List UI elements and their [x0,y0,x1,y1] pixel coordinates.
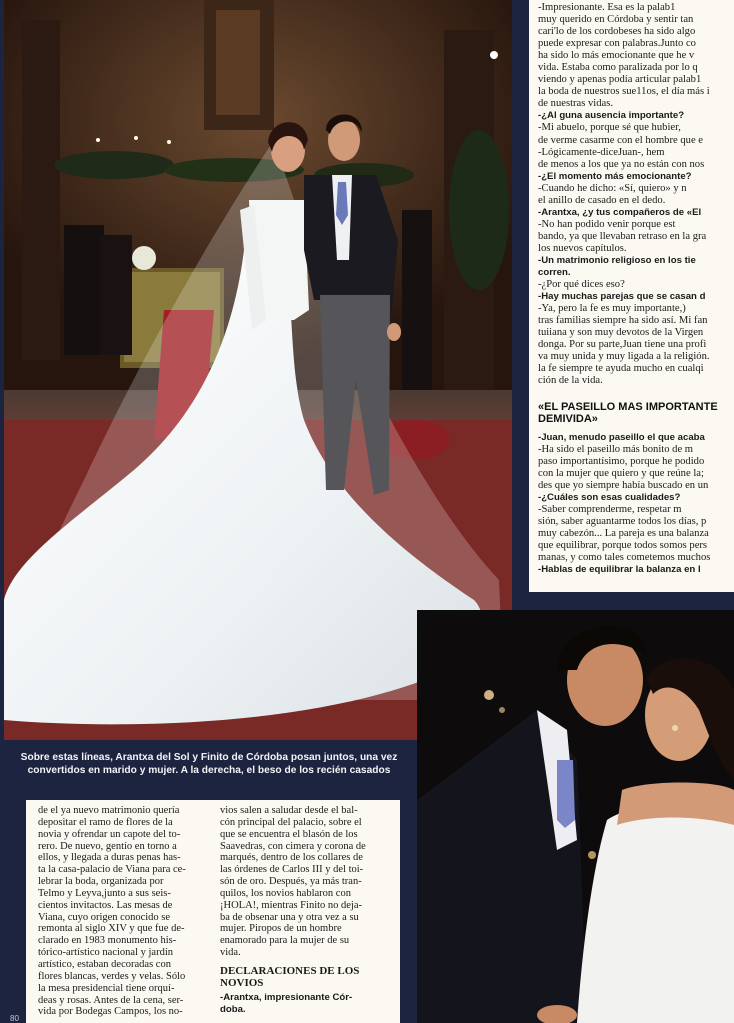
article-line: las órdenes de Carlos III y del toi- [220,864,364,876]
text-line: cari'lo de los cordobeses ha sido algo [538,26,696,38]
text-line: viendo y apenas podía articular palab1 [538,74,702,86]
question-moment: -¿El momento más emocionante? [538,170,692,182]
question-qualities: -¿Cuáles son esas cualidades? [538,491,681,503]
answer-block-7 [538,444,734,492]
text-line: muy cabezón... La pareja es una balanza [538,527,709,539]
article-line: ellos, y llegada a duras penas has- [38,852,181,864]
article-line: clarado en 1983 monumento his- [38,935,177,947]
article-line: depositar el ramo de flores de la [38,816,173,828]
text-line: -Mi abuelo, porque sé que hubier, [538,122,681,134]
article-question-cont: doba. [220,1003,246,1015]
article-line: són de oro. Después, ya más tran- [220,876,362,888]
article-line: deas y rosas. Antes de la cena, ser- [38,994,184,1006]
question-absence: -¿Al guna ausencia importante? [538,110,685,122]
text-line: ha sido lo más emocionante que he v [538,50,695,62]
text-line: des que yo siempre había buscado en un [538,479,709,491]
text-line: muy querido en Córdoba y sentir tan [538,14,694,26]
article-line: Telmo y Leyva,junto a sus seis- [38,887,171,899]
text-line: donga. Por su parte,Juan tiene una profi [538,339,707,351]
answer-block-3 [538,183,734,207]
article-line: ¡HOLA!, mientras Finito no deja- [220,899,363,911]
text-line: puede expresar con palabras.Junto co [538,38,696,50]
article-line: artístico, estaban decoradas con [38,958,171,970]
article-line: flores blancas, verdes y velas. Sólo [38,970,186,982]
question-balance: -Hablas de equilibrar la balanza en l [538,564,701,576]
text-line: de verme casarme con el hombre que e [538,134,704,146]
article-line: lebrar la boda, organizada por [38,876,164,888]
article-line: cientos invitactos. Las mesas de [38,899,173,911]
text-line: -Ya, pero la fe es muy importante,) [538,303,686,315]
article-line: quilos, los novios hablaron con [220,887,351,899]
article-line: Saavedras, con cimera y corona de [220,840,366,852]
article-line: ta la casa-palacio de Viana para ce- [38,864,186,876]
text-line: la boda de nuestros sue11os, el día más i [538,86,710,98]
text-line: vida. Estaba como paralizada por lo q [538,62,698,74]
article-line: rero. De nuevo, gentío en torno a [38,840,177,852]
answer-block-8 [538,504,734,564]
text-line: -¿Por qué dices eso? [538,279,625,291]
article-line: de el ya nuevo matrimonio quería [38,805,180,816]
text-line: bando, ya que llevaban retraso en la gra [538,230,707,242]
interview-column [529,0,734,592]
answer-block-6 [538,303,734,387]
article-line: vios salen a saludar desde el bal- [220,805,358,816]
question-religious: -Un matrimonio religioso en los tie [538,254,696,266]
text-line: paso importantísimo, porque he podido [538,455,705,467]
question-paseillo: -Juan, menudo paseillo el que acaba [538,431,705,443]
question-colleagues: -Arantxa, ¿y tus compañeros de «El [538,206,702,218]
text-line: tuiiana y son muy devotos de la Virgen [538,327,704,339]
photo-caption: Sobre estas líneas, Arantxa del Sol y Finito de Córdoba posan juntos, una vez convertidos en marido y mujer. A la derecha, el beso de los recién casados [4,745,414,797]
text-line: con la mujer que quiero y que reúne la; [538,467,704,479]
article-line: que se encuentra el blasón de los [220,828,358,840]
section-heading: «EL PASEILLO MAS IMPORTANTE DEMIVIDA» [538,400,718,425]
article-line: mujer. Piropos de un hombre [220,923,342,935]
text-line: ción de la vida. [538,375,603,387]
article-column-2 [220,805,398,1016]
article-line: ba de obsenar una y otra vez a su [220,911,359,923]
article-column-2-text [220,805,398,959]
article-column-1 [38,805,216,1018]
text-line: -No han podido venir porque est [538,218,676,230]
answer-block-2 [538,122,734,170]
question-religious-cont: corren. [538,267,571,279]
article-line: vida. [220,947,241,959]
article-line: la mesa presidencial tiene orquí- [38,982,175,994]
article-line: remonta al siglo XIV y que fue de- [38,923,185,935]
text-line: el anillo de casado en el dedo. [538,194,666,206]
article-line: tórico-artístico nacional y jardín [38,947,173,959]
answer-block-4 [538,219,734,255]
article-line: enamorado para la mujer de su [220,935,350,947]
article-line: marqués, dentro de los collares de [220,852,363,864]
answer-block-1 [538,2,734,110]
article-line: vida por Bodegas Campos, los no- [38,1006,183,1018]
article-line: Viana, cuyo origen conocido se [38,911,171,923]
article-line: novia y ofrendar un capote del to- [38,828,181,840]
article-question: -Arantxa, impresionante Cór- [220,991,353,1003]
answer-block-5 [538,279,734,291]
article-line: cón principal del palacio, sobre el [220,816,362,828]
wedding-kiss-photo [417,610,734,1023]
text-line: de nuestras vidas. [538,98,614,110]
text-line: manas, y como tales cometemos muchos [538,551,711,563]
question-couples: -Hay muchas parejas que se casan d [538,291,706,303]
text-line: -Impresionante. Esa es la palab1 [538,2,676,13]
text-line: va muy unida y muy ligada a la religión. [538,351,710,363]
text-line: la fe siempre te ayuda mucho en cualqi [538,363,704,375]
text-line: tras familias siempre ha sido así. Mi fan [538,315,708,327]
text-line: de menos a los que ya no están con nos [538,158,705,170]
text-line: que equilibrar, porque todos somos pers [538,539,708,551]
page-number: 80 [10,1014,19,1023]
article-subheading: DECLARACIONES DE LOS NOVIOS [220,964,360,989]
text-line: sión, saber aguantarme todos los días, p [538,515,707,527]
text-line: -Cuando he dicho: «Sí, quiero» y n [538,182,687,194]
text-line: -Saber comprenderme, respetar m [538,503,682,515]
text-line: -Ha sido el paseillo más bonito de m [538,443,694,455]
article-body [26,800,400,1023]
text-line: -Lógicamente-diceJuan-, hem [538,146,665,158]
text-line: los nuevos capítulos. [538,242,627,254]
